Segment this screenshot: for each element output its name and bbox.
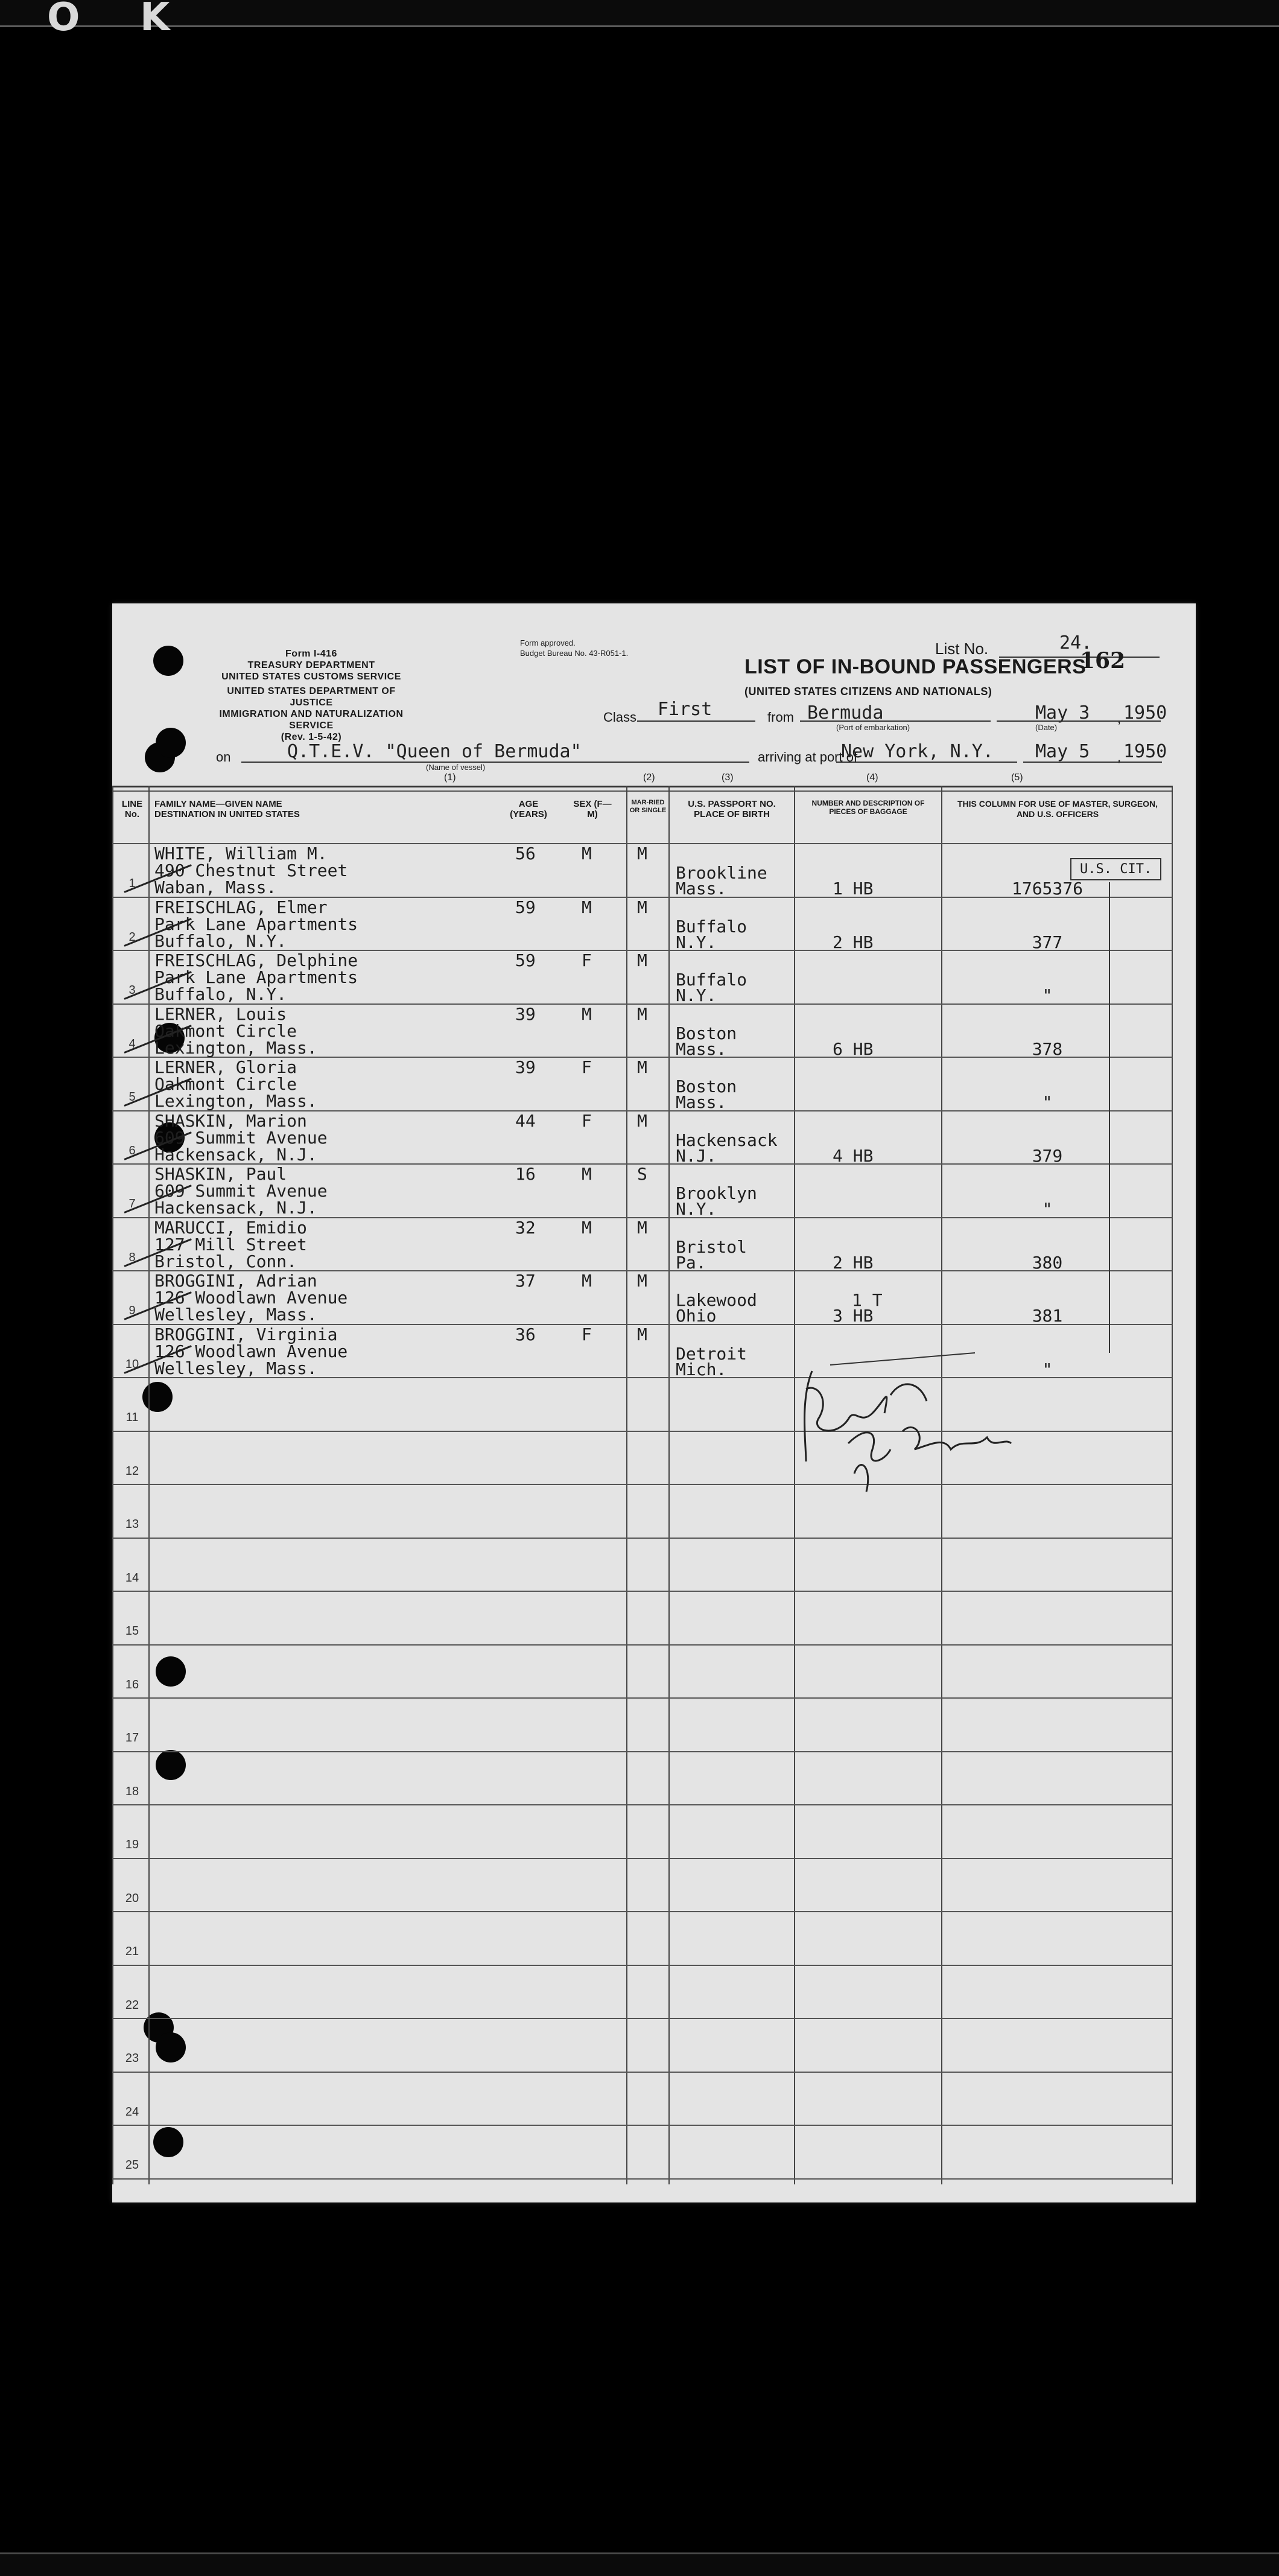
birth-state: Ohio xyxy=(676,1306,717,1326)
departure-year: 1950 xyxy=(1123,702,1167,724)
marital-status: M xyxy=(637,1057,647,1077)
address-line-2: Hackensack, N.J. xyxy=(154,1198,317,1218)
officer-number: 1765376 xyxy=(1011,879,1083,898)
address-line-2: Lexington, Mass. xyxy=(154,1091,317,1111)
row-border xyxy=(112,2018,1173,2019)
birth-place: Buffalo xyxy=(676,970,747,990)
class-underline xyxy=(637,720,755,722)
address-line-1: Park Lane Apartments xyxy=(154,914,358,934)
col-border xyxy=(148,786,150,2184)
col-head-baggage: NUMBER AND DESCRIPTION OF PIECES OF BAGGAGE xyxy=(811,799,925,816)
address-line-1: 609 Summit Avenue xyxy=(154,1181,328,1201)
baggage-trunks: 1 T xyxy=(852,1290,883,1310)
officer-number: " xyxy=(1042,1199,1053,1219)
col-head-married: MAR-RIED OR SINGLE xyxy=(629,799,667,814)
class-label: Class xyxy=(603,710,637,725)
marital-status: M xyxy=(637,1271,647,1291)
vessel-name: Q.T.E.V. "Queen of Bermuda" xyxy=(287,741,582,762)
col-head-age: AGE (YEARS) xyxy=(510,799,547,819)
officer-signature xyxy=(794,1347,1047,1504)
birth-state: Mass. xyxy=(676,1038,727,1059)
col-head-sex: SEX (F—M) xyxy=(573,799,612,819)
sex: M xyxy=(582,897,592,917)
address-line-1: 126 Woodlawn Avenue xyxy=(154,1341,348,1361)
birth-place: Brookline xyxy=(676,863,767,883)
age: 39 xyxy=(515,1057,536,1077)
line-number: 14 xyxy=(125,1571,139,1585)
line-number: 3 xyxy=(129,984,136,997)
officer-number: " xyxy=(1042,1092,1053,1112)
row-border xyxy=(112,1751,1173,1752)
col-border xyxy=(668,786,670,2184)
line-number: 16 xyxy=(125,1678,139,1691)
film-mark-right: K xyxy=(140,0,170,40)
comma: , xyxy=(1117,711,1122,726)
row-border xyxy=(112,1965,1173,1966)
vessel-note: (Name of vessel) xyxy=(426,763,486,772)
class-value: First xyxy=(658,699,712,720)
sex: F xyxy=(582,950,592,970)
birth-place: Brooklyn xyxy=(676,1183,757,1203)
address-line-2: Wellesley, Mass. xyxy=(154,1358,317,1378)
address-line-2: Hackensack, N.J. xyxy=(154,1144,317,1165)
from-label: from xyxy=(767,710,794,725)
col-head-line-no: LINE No. xyxy=(121,799,143,819)
birth-place: Bristol xyxy=(676,1236,747,1257)
col-num-2: (2) xyxy=(643,772,655,783)
age: 59 xyxy=(515,950,536,970)
line-number: 4 xyxy=(129,1037,136,1051)
line-number: 19 xyxy=(125,1838,139,1851)
birth-place: Boston xyxy=(676,1077,737,1096)
row-border xyxy=(112,1858,1173,1859)
marital-status: M xyxy=(637,1324,647,1344)
birth-state: N.Y. xyxy=(676,1199,717,1219)
address-line-1: Oakmont Circle xyxy=(154,1020,297,1041)
address-line-1: 126 Woodlawn Avenue xyxy=(154,1288,348,1308)
officer-number: 378 xyxy=(1032,1038,1063,1059)
row-border xyxy=(112,2125,1173,2126)
marital-status: M xyxy=(637,1217,647,1238)
passenger-name: WHITE, William M. xyxy=(154,844,328,863)
vessel-underline xyxy=(241,762,749,763)
passenger-name: MARUCCI, Emidio xyxy=(154,1217,307,1238)
line-number: 1 xyxy=(129,877,136,890)
arrival-date-underline xyxy=(1023,762,1162,763)
passenger-name: SHASKIN, Paul xyxy=(154,1164,287,1184)
col-border xyxy=(1172,786,1173,2184)
line-number: 9 xyxy=(129,1304,136,1317)
port-underline xyxy=(836,762,1017,763)
birth-state: Mich. xyxy=(676,1359,727,1379)
page-subtitle: (UNITED STATES CITIZENS AND NATIONALS) xyxy=(744,685,992,698)
row-border xyxy=(112,1538,1173,1539)
col-num-5: (5) xyxy=(1011,772,1023,783)
col-num-4: (4) xyxy=(866,772,878,783)
sex: M xyxy=(582,1271,592,1291)
baggage-handbags: 2 HB xyxy=(833,932,874,952)
date-underline xyxy=(997,720,1161,722)
address-line-1: 609 Summit Avenue xyxy=(154,1127,328,1148)
sex: F xyxy=(582,1057,592,1077)
revision-date: (Rev. 1-5-42) xyxy=(281,732,342,742)
marital-status: M xyxy=(637,1110,647,1131)
baggage-handbags: 1 HB xyxy=(833,879,874,898)
birth-place: Lakewood xyxy=(676,1290,757,1310)
passenger-name: FREISCHLAG, Elmer xyxy=(154,897,328,917)
port-embark-note: (Port of embarkation) xyxy=(836,723,910,732)
date-note: (Date) xyxy=(1035,723,1058,732)
line-number: 22 xyxy=(125,1998,139,2012)
col-head-name: FAMILY NAME—GIVEN NAME DESTINATION IN UNITED STATES xyxy=(154,799,300,819)
line-number: 17 xyxy=(125,1731,139,1744)
treasury-dept: TREASURY DEPARTMENT xyxy=(247,660,375,670)
from-value: Bermuda xyxy=(807,702,884,724)
justice-dept: UNITED STATES DEPARTMENT OF JUSTICE xyxy=(227,686,396,708)
address-line-1: Park Lane Apartments xyxy=(154,967,358,987)
from-underline xyxy=(800,720,991,722)
punch-hole xyxy=(156,728,186,758)
table-top-border xyxy=(112,786,1173,787)
col-head-passport: U.S. PASSPORT NO. PLACE OF BIRTH xyxy=(688,799,776,819)
marital-status: M xyxy=(637,897,647,917)
line-number: 13 xyxy=(125,1518,139,1531)
line-number: 6 xyxy=(129,1143,136,1157)
row-border xyxy=(112,1591,1173,1592)
passenger-name: BROGGINI, Adrian xyxy=(154,1271,317,1291)
manifest-table xyxy=(112,786,1173,2184)
form-number: Form I-416 xyxy=(285,649,337,659)
line-number: 10 xyxy=(125,1357,139,1371)
sex: F xyxy=(582,1324,592,1344)
film-mark-left: O xyxy=(47,0,80,40)
arriving-label: arriving at port of xyxy=(758,749,858,765)
sex: M xyxy=(582,844,592,863)
marital-status: M xyxy=(637,1003,647,1024)
justice-block xyxy=(209,685,414,743)
arrival-date: May 5 xyxy=(1035,741,1090,762)
film-top-edge xyxy=(0,0,1279,40)
birth-place: Buffalo xyxy=(676,916,747,937)
passenger-name: FREISCHLAG, Delphine xyxy=(154,950,358,970)
sex: M xyxy=(582,1164,592,1184)
row-border xyxy=(112,2178,1173,2180)
passenger-name: LERNER, Louis xyxy=(154,1003,287,1024)
age: 44 xyxy=(515,1110,536,1131)
address-line-1: 490 Chestnut Street xyxy=(154,860,348,880)
birth-state: N.Y. xyxy=(676,985,717,1005)
birth-place: Detroit xyxy=(676,1343,747,1364)
departure-date: May 3 xyxy=(1035,702,1090,724)
birth-state: Mass. xyxy=(676,879,727,898)
address-line-2: Buffalo, N.Y. xyxy=(154,984,287,1004)
punch-hole xyxy=(153,646,183,676)
line-number: 12 xyxy=(125,1464,139,1478)
baggage-handbags: 4 HB xyxy=(833,1145,874,1166)
line-number: 23 xyxy=(125,2052,139,2065)
col-border xyxy=(112,786,113,2184)
officer-number: 380 xyxy=(1032,1252,1063,1273)
officer-number: 377 xyxy=(1032,932,1063,952)
line-number: 8 xyxy=(129,1250,136,1264)
row-border xyxy=(112,1697,1173,1699)
row-border xyxy=(112,1644,1173,1646)
line-number: 2 xyxy=(129,930,136,944)
col-num-3: (3) xyxy=(722,772,734,783)
on-label: on xyxy=(216,749,231,765)
row-border xyxy=(112,2072,1173,2073)
line-number: 11 xyxy=(125,1411,139,1424)
row-border xyxy=(112,1804,1173,1805)
age: 36 xyxy=(515,1324,536,1344)
stamped-page-number: 162 xyxy=(1080,648,1126,673)
address-line-2: Buffalo, N.Y. xyxy=(154,930,287,951)
line-number: 20 xyxy=(125,1891,139,1905)
table-top-border-inner xyxy=(112,790,1173,792)
arrival-port: New York, N.Y. xyxy=(841,741,994,762)
baggage-handbags: 2 HB xyxy=(833,1252,874,1273)
line-number: 15 xyxy=(125,1624,139,1638)
passenger-name: BROGGINI, Virginia xyxy=(154,1324,338,1344)
baggage-handbags: 6 HB xyxy=(833,1038,874,1059)
col-head-officers: THIS COLUMN FOR USE OF MASTER, SURGEON, AND U.S. OFFICERS xyxy=(957,799,1158,819)
address-line-2: Wellesley, Mass. xyxy=(154,1305,317,1325)
age: 59 xyxy=(515,897,536,917)
age: 32 xyxy=(515,1217,536,1238)
marital-status: M xyxy=(637,844,647,863)
arrival-year: 1950 xyxy=(1123,741,1167,762)
birth-state: Mass. xyxy=(676,1092,727,1112)
form-approved: Form approved. xyxy=(520,638,576,647)
line-number: 25 xyxy=(125,2158,139,2172)
page-title: LIST OF IN-BOUND PASSENGERS xyxy=(744,655,1087,678)
stamp-column-line xyxy=(1109,882,1110,1353)
line-number: 21 xyxy=(125,1945,139,1958)
line-number: 24 xyxy=(125,2105,139,2119)
us-citizen-stamp: U.S. CIT. xyxy=(1070,858,1161,880)
row-border xyxy=(112,1911,1173,1912)
birth-place: Hackensack xyxy=(676,1130,778,1150)
ins-service: IMMIGRATION AND NATURALIZATION SERVICE xyxy=(219,709,404,731)
baggage-handbags: 3 HB xyxy=(833,1306,874,1326)
agency-block xyxy=(221,648,402,682)
age: 56 xyxy=(515,844,536,863)
address-line-2: Lexington, Mass. xyxy=(154,1037,317,1058)
officer-number: " xyxy=(1042,1359,1053,1379)
address-line-2: Bristol, Conn. xyxy=(154,1251,297,1271)
officer-number: 379 xyxy=(1032,1145,1063,1166)
birth-state: N.Y. xyxy=(676,932,717,952)
age: 37 xyxy=(515,1271,536,1291)
passenger-name: LERNER, Gloria xyxy=(154,1057,297,1077)
sex: M xyxy=(582,1003,592,1024)
film-bottom-edge xyxy=(0,2552,1279,2576)
customs-service: UNITED STATES CUSTOMS SERVICE xyxy=(221,672,401,682)
age: 39 xyxy=(515,1003,536,1024)
col-border xyxy=(626,786,627,2184)
address-line-1: Oakmont Circle xyxy=(154,1074,297,1094)
marital-status: S xyxy=(637,1164,647,1184)
officer-number: 381 xyxy=(1032,1306,1063,1326)
budget-bureau: Budget Bureau No. 43-R051-1. xyxy=(520,649,629,658)
address-line-2: Waban, Mass. xyxy=(154,877,277,897)
list-no-value: 24. xyxy=(1059,632,1093,654)
birth-state: N.J. xyxy=(676,1145,717,1166)
officer-number: " xyxy=(1042,985,1053,1005)
sex: F xyxy=(582,1110,592,1131)
birth-state: Pa. xyxy=(676,1252,706,1273)
line-number: 5 xyxy=(129,1090,136,1104)
passenger-name: SHASKIN, Marion xyxy=(154,1110,307,1131)
line-number: 7 xyxy=(129,1197,136,1210)
list-no-label: List No. xyxy=(935,640,989,658)
address-line-1: 127 Mill Street xyxy=(154,1234,307,1255)
age: 16 xyxy=(515,1164,536,1184)
marital-status: M xyxy=(637,950,647,970)
sex: M xyxy=(582,1217,592,1238)
line-number: 18 xyxy=(125,1784,139,1798)
birth-place: Boston xyxy=(676,1023,737,1043)
col-num-1: (1) xyxy=(444,772,456,783)
comma: , xyxy=(1117,749,1122,765)
